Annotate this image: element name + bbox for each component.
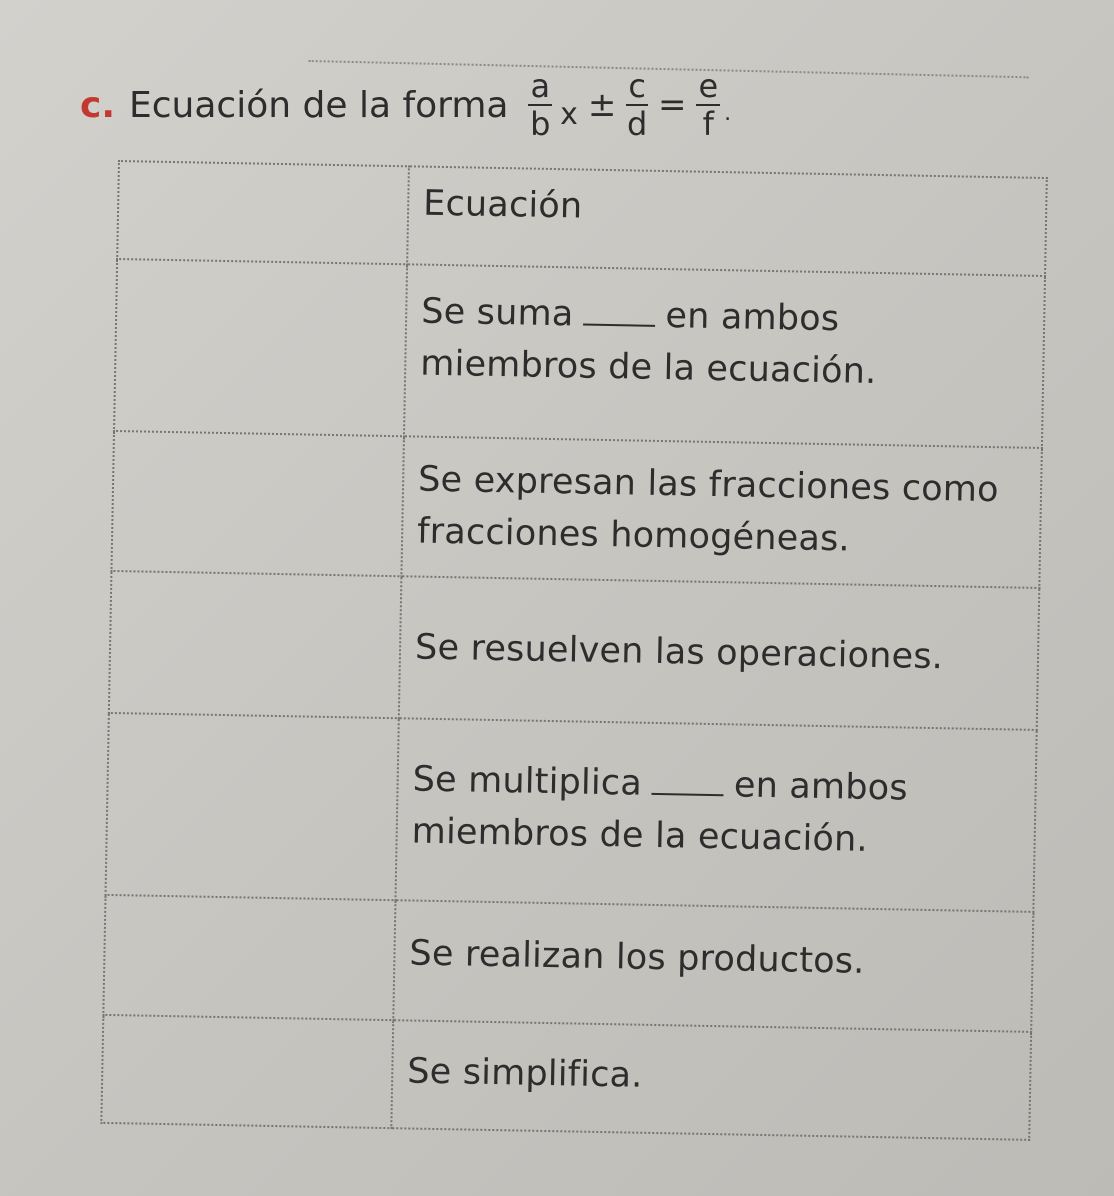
- answer-cell[interactable]: [114, 259, 407, 436]
- table-row: [103, 895, 1033, 1032]
- table-row: [109, 571, 1039, 730]
- table-row: [101, 1015, 1031, 1140]
- denominator-d: d: [626, 105, 648, 143]
- denominator-f: f: [702, 105, 714, 143]
- answer-cell-header[interactable]: [117, 161, 409, 264]
- numerator-a: a: [530, 67, 551, 105]
- fraction-a-over-b: [528, 67, 552, 143]
- steps-table: [100, 160, 1048, 1141]
- table-row: [114, 259, 1045, 448]
- step-cell: [395, 718, 1036, 912]
- header-cell: [407, 166, 1047, 276]
- equation-formula: [524, 67, 732, 143]
- table-row: [106, 713, 1037, 912]
- fraction-c-over-d: [626, 67, 648, 143]
- step-text: Se simplifica.: [406, 1051, 643, 1096]
- answer-cell[interactable]: [101, 1015, 393, 1128]
- section-title: Ecuación de la forma: [129, 84, 509, 126]
- table-row: [111, 431, 1041, 588]
- step-cell: [401, 436, 1041, 588]
- section-heading: [80, 67, 732, 143]
- fill-blank[interactable]: [652, 765, 725, 796]
- section-letter: c.: [80, 84, 116, 126]
- step-text: Se multiplica en ambos miembros de la ecuación.: [411, 759, 909, 860]
- step-text: Se realizan los productos.: [409, 933, 865, 982]
- fraction-e-over-f: [696, 67, 720, 143]
- equals-sign: =: [657, 85, 687, 125]
- step-cell: [393, 900, 1033, 1032]
- denominator-b: b: [530, 105, 551, 143]
- step-text: Se suma en ambos miembros de la ecuación.: [419, 291, 877, 392]
- numerator-c: c: [628, 67, 646, 105]
- answer-cell[interactable]: [109, 571, 402, 718]
- variable-x: x: [560, 96, 578, 132]
- top-dotted-rule: [309, 0, 1030, 78]
- table-header-row: [117, 161, 1047, 276]
- formula-period: .: [724, 101, 732, 126]
- answer-cell[interactable]: [106, 713, 399, 900]
- step-text: Se expresan las fracciones como fracciones homogéneas.: [416, 459, 1000, 560]
- step-cell: [404, 264, 1045, 448]
- numerator-e: e: [698, 67, 719, 105]
- answer-cell[interactable]: [111, 431, 404, 576]
- plus-minus-sign: ±: [587, 85, 617, 125]
- header-label: Ecuación: [422, 183, 583, 227]
- answer-cell[interactable]: [103, 895, 395, 1020]
- step-cell: [391, 1020, 1031, 1140]
- step-cell: [399, 576, 1039, 730]
- step-text: Se resuelven las operaciones.: [414, 627, 944, 678]
- fill-blank[interactable]: [583, 296, 656, 327]
